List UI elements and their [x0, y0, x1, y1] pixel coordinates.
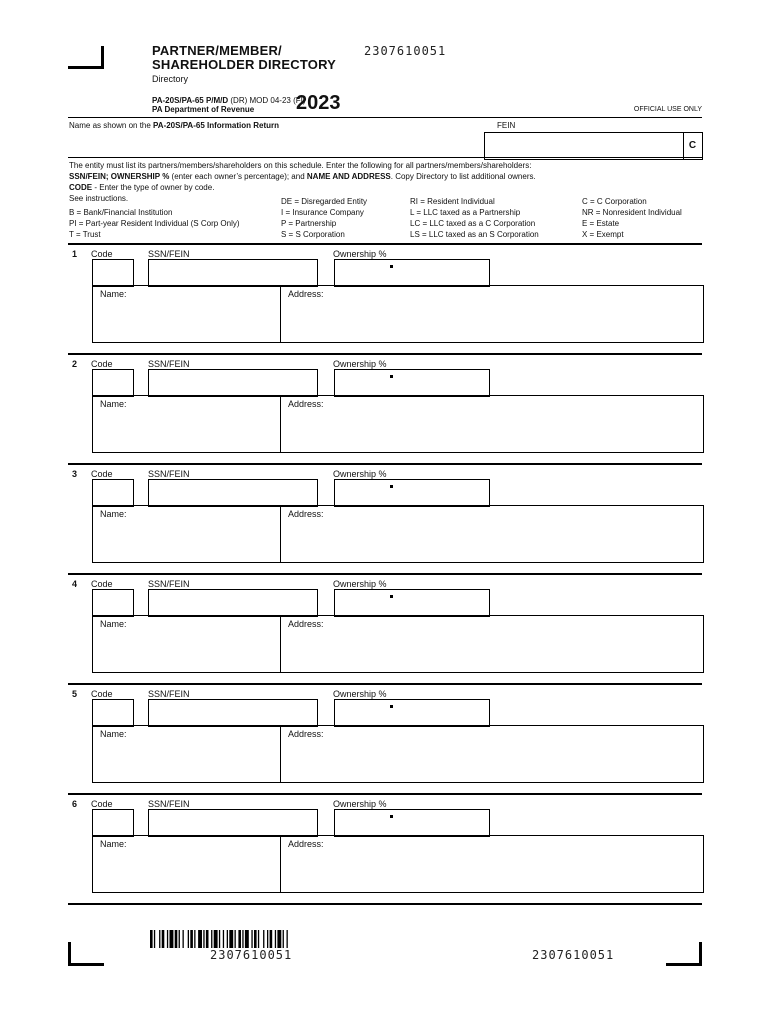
barcode-bar	[223, 930, 224, 948]
ssn-fein-label: SSN/FEIN	[148, 469, 190, 479]
entry-divider	[68, 683, 702, 685]
decimal-point	[390, 485, 393, 488]
code-s: S = S Corporation	[281, 230, 345, 239]
decimal-point	[390, 265, 393, 268]
entity-name-label-bold: PA-20S/PA-65 Information Return	[153, 121, 279, 130]
code-input[interactable]	[92, 369, 134, 397]
fein-suffix: C	[683, 132, 703, 160]
ssn-fein-label: SSN/FEIN	[148, 799, 190, 809]
name-label: Name:	[100, 839, 127, 849]
name-input[interactable]	[93, 853, 279, 891]
address-label: Address:	[288, 619, 324, 629]
entry-number: 1	[72, 249, 78, 259]
address-label: Address:	[288, 289, 324, 299]
form-title-line2: SHAREHOLDER DIRECTORY	[152, 57, 337, 72]
name-input[interactable]	[93, 743, 279, 781]
code-e: E = Estate	[582, 219, 620, 228]
code-nr: NR = Nonresident Individual	[582, 208, 682, 217]
barcode-bar	[254, 930, 257, 948]
form-subtitle: Directory	[152, 74, 189, 84]
ownership-input[interactable]	[334, 369, 490, 397]
code-label: Code	[91, 579, 113, 589]
code-label: Code	[91, 249, 113, 259]
code-column-3	[410, 196, 539, 240]
corner-mark-bottom-left-h	[68, 963, 104, 966]
address-input[interactable]	[282, 303, 701, 341]
owner-entry	[68, 573, 702, 681]
owner-entry	[68, 353, 702, 461]
name-address-divider	[280, 285, 281, 343]
header-divider	[68, 117, 702, 118]
code-label: Code	[91, 359, 113, 369]
barcode-bar	[227, 930, 228, 948]
barcode-bar	[258, 930, 259, 948]
name-label: Name:	[100, 619, 127, 629]
fein-input[interactable]	[484, 132, 684, 160]
ownership-input[interactable]	[334, 589, 490, 617]
barcode-bar	[235, 930, 236, 948]
ssn-fein-input[interactable]	[148, 479, 318, 507]
entry-divider	[68, 243, 702, 245]
instructions-divider	[68, 157, 702, 158]
ownership-label: Ownership %	[333, 249, 387, 259]
entity-name-label	[69, 121, 279, 130]
decimal-point	[390, 705, 393, 708]
barcode-bar	[245, 930, 249, 948]
barcode-bar	[275, 930, 276, 948]
owner-entry	[68, 243, 702, 351]
ownership-input[interactable]	[334, 479, 490, 507]
entry-number: 5	[72, 689, 78, 699]
name-address-divider	[280, 615, 281, 673]
code-ls: LS = LLC taxed as an S Corporation	[410, 230, 539, 239]
entity-name-label-prefix: Name as shown on the	[69, 121, 154, 130]
entry-number: 6	[72, 799, 78, 809]
barcode-bar	[190, 930, 193, 948]
barcode	[150, 930, 360, 948]
barcode-bar	[167, 930, 168, 948]
address-input[interactable]	[282, 743, 701, 781]
ssn-fein-label: SSN/FEIN	[148, 689, 190, 699]
barcode-number-top: 2307610051	[364, 44, 447, 58]
address-label: Address:	[288, 509, 324, 519]
owner-entry	[68, 793, 702, 901]
name-input[interactable]	[93, 633, 279, 671]
barcode-bar	[206, 930, 209, 948]
name-input[interactable]	[93, 303, 279, 341]
tax-year: 2023	[296, 92, 341, 114]
entry-divider	[68, 463, 702, 465]
address-input[interactable]	[282, 853, 701, 891]
address-label: Address:	[288, 399, 324, 409]
entry-number: 3	[72, 469, 78, 479]
ownership-label: Ownership %	[333, 469, 387, 479]
code-de: DE = Disregarded Entity	[281, 197, 368, 206]
instructions-line4: See instructions.	[69, 194, 129, 203]
form-title-line1: PARTNER/MEMBER/	[152, 43, 282, 58]
form-code-rest: (DR) MOD 04-23 (FI)	[228, 96, 306, 105]
entries-bottom-line	[68, 903, 702, 905]
code-b: B = Bank/Financial Institution	[69, 208, 173, 217]
name-label: Name:	[100, 729, 127, 739]
barcode-bar	[263, 930, 264, 948]
barcode-bar	[214, 930, 218, 948]
barcode-bar	[154, 930, 155, 948]
address-label: Address:	[288, 839, 324, 849]
code-pi: PI = Part-year Resident Individual (S Corp Only)	[69, 219, 240, 228]
instructions-line1: The entity must list its partners/members/shareholders on this schedule. Enter the following for all partners/members/shareholders:	[69, 161, 532, 170]
ssn-fein-input[interactable]	[148, 809, 318, 837]
barcode-bar	[162, 930, 165, 948]
ownership-input[interactable]	[334, 699, 490, 727]
ownership-label: Ownership %	[333, 799, 387, 809]
code-ri: RI = Resident Individual	[410, 197, 495, 206]
address-input[interactable]	[282, 633, 701, 671]
ssn-fein-label: SSN/FEIN	[148, 579, 190, 589]
code-lc: LC = LLC taxed as a C Corporation	[410, 219, 536, 228]
corner-mark-bottom-right-h	[666, 963, 702, 966]
barcode-bar	[198, 930, 202, 948]
department-name: PA Department of Revenue	[152, 105, 255, 114]
barcode-bar	[194, 930, 195, 948]
entry-divider	[68, 793, 702, 795]
entry-number: 2	[72, 359, 78, 369]
barcode-bar	[287, 930, 288, 948]
barcode-bar	[175, 930, 178, 948]
ssn-fein-input[interactable]	[148, 259, 318, 287]
name-label: Name:	[100, 399, 127, 409]
barcode-bar	[203, 930, 204, 948]
form-code: PA-20S/PA-65 P/M/D	[152, 96, 229, 105]
code-l: L = LLC taxed as a Partnership	[410, 208, 521, 217]
instructions-line3: CODE - Enter the type of owner by code.	[69, 183, 215, 192]
code-input[interactable]	[92, 809, 134, 837]
ssn-fein-label: SSN/FEIN	[148, 359, 190, 369]
name-input[interactable]	[93, 413, 279, 451]
ssn-fein-label: SSN/FEIN	[148, 249, 190, 259]
code-label: Code	[91, 799, 113, 809]
name-address-divider	[280, 835, 281, 893]
barcode-number-bottom: 2307610051	[210, 948, 293, 962]
ownership-label: Ownership %	[333, 359, 387, 369]
barcode-bar	[251, 930, 252, 948]
code-column-2	[281, 196, 367, 240]
official-use-label: OFFICIAL USE ONLY	[633, 106, 702, 113]
code-c: C = C Corporation	[582, 197, 647, 206]
entry-divider	[68, 573, 702, 575]
barcode-bar	[150, 930, 153, 948]
barcode-bar	[242, 930, 243, 948]
barcode-bar	[170, 930, 174, 948]
form-code-block	[152, 96, 306, 114]
barcode-number-right: 2307610051	[532, 948, 615, 962]
barcode-bar	[267, 930, 268, 948]
decimal-point	[390, 595, 393, 598]
fein-label: FEIN	[497, 121, 516, 130]
code-i: I = Insurance Company	[281, 208, 364, 217]
decimal-point	[390, 375, 393, 378]
ssn-fein-input[interactable]	[148, 369, 318, 397]
ownership-input[interactable]	[334, 809, 490, 837]
code-label: Code	[91, 469, 113, 479]
code-input[interactable]	[92, 479, 134, 507]
code-input[interactable]	[92, 259, 134, 287]
owner-entry	[68, 463, 702, 571]
code-column-4	[582, 196, 682, 240]
ssn-fein-input[interactable]	[148, 699, 318, 727]
corner-mark-top-left-v	[101, 46, 104, 69]
ownership-label: Ownership %	[333, 689, 387, 699]
code-t: T = Trust	[69, 230, 101, 239]
code-column-1	[69, 207, 240, 240]
ssn-fein-input[interactable]	[148, 589, 318, 617]
barcode-bar	[188, 930, 189, 948]
barcode-bar	[179, 930, 180, 948]
ownership-label: Ownership %	[333, 579, 387, 589]
code-input[interactable]	[92, 699, 134, 727]
code-p: P = Partnership	[281, 219, 337, 228]
corner-mark-top-left-h	[68, 66, 104, 69]
code-label: Code	[91, 689, 113, 699]
barcode-bar	[283, 930, 284, 948]
barcode-bar	[229, 930, 233, 948]
barcode-bar	[238, 930, 241, 948]
ownership-input[interactable]	[334, 259, 490, 287]
entry-divider	[68, 353, 702, 355]
barcode-bar	[277, 930, 281, 948]
name-address-divider	[280, 725, 281, 783]
name-address-divider	[280, 505, 281, 563]
decimal-point	[390, 815, 393, 818]
address-input[interactable]	[282, 413, 701, 451]
form-title	[152, 44, 336, 72]
name-label: Name:	[100, 289, 127, 299]
barcode-bar	[211, 930, 212, 948]
barcode-bar	[183, 930, 184, 948]
address-input[interactable]	[282, 523, 701, 561]
instructions-line2: SSN/FEIN; OWNERSHIP % (enter each owner’s percentage); and NAME AND ADDRESS. Copy Directory to list additional owners.	[69, 172, 536, 181]
name-label: Name:	[100, 509, 127, 519]
entry-number: 4	[72, 579, 78, 589]
barcode-bar	[270, 930, 273, 948]
address-label: Address:	[288, 729, 324, 739]
barcode-bar	[159, 930, 160, 948]
barcode-bar	[219, 930, 220, 948]
name-input[interactable]	[93, 523, 279, 561]
code-x: X = Exempt	[582, 230, 624, 239]
name-address-divider	[280, 395, 281, 453]
owner-entry	[68, 683, 702, 791]
code-input[interactable]	[92, 589, 134, 617]
